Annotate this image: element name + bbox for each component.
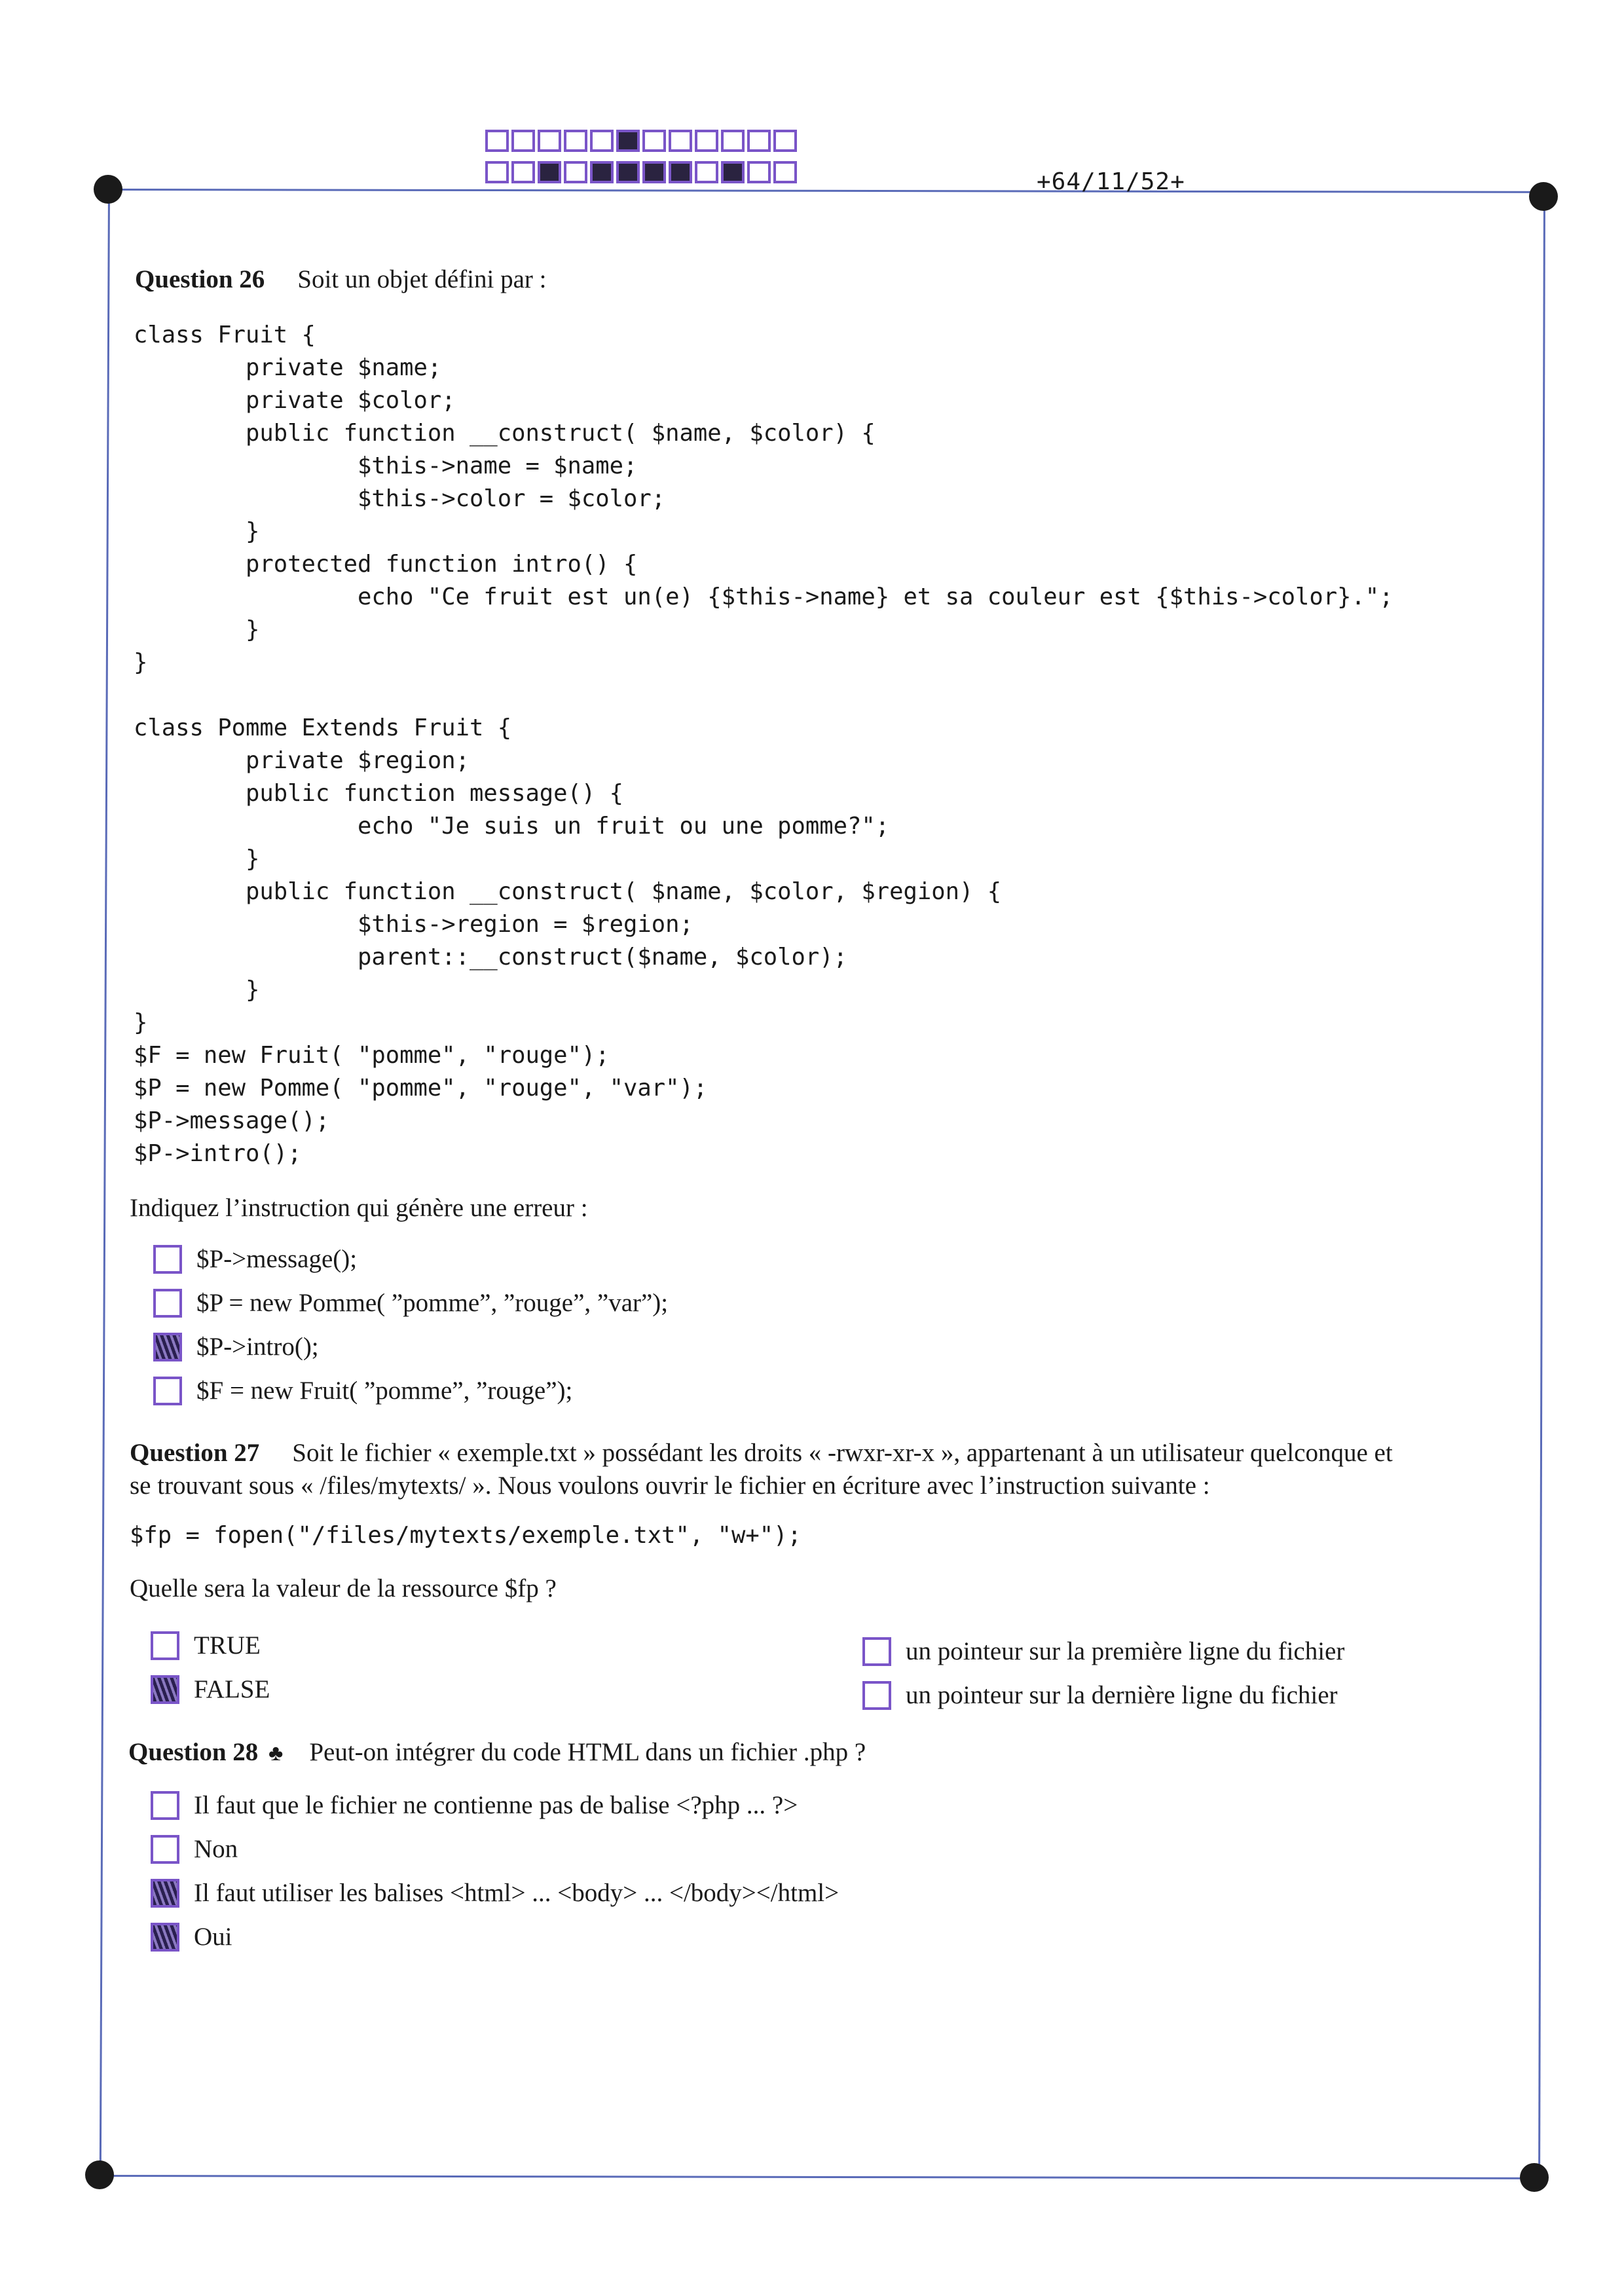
question-title: Question 26 [135, 265, 265, 293]
checkbox[interactable] [862, 1637, 891, 1666]
answer-choice[interactable] [153, 1376, 572, 1405]
question-prompt: Peut-on intégrer du code HTML dans un fichier .php ? [309, 1738, 866, 1766]
frame-right [1538, 191, 1545, 2177]
barcode-cell [747, 130, 771, 152]
frame-bottom [100, 2175, 1538, 2179]
answer-choice[interactable] [153, 1244, 357, 1274]
code-listing: class Fruit { private $name; private $color; public function __construct( $name, $color) { $this->name = $name; $this->color = $color; } protected function intro() { echo "Ce fruit est un(e) {$this->name} et sa couleur est {$this->color}."; } } class Pomme Extends Fruit { private $region; public function message() { echo "Je suis un fruit ou une pomme?"; } public function __construct( $name, $color, $region) { $this->region = $region; parent::__construct($name, $color); } } $F = new Fruit( "pomme", "rouge"); $P = new Pomme( "pomme", "rouge", "var"); $P->message(); $P->intro(); [134, 322, 1393, 1167]
barcode-cell [616, 130, 640, 152]
page-id: +64/11/52+ [1037, 168, 1185, 195]
registration-mark [85, 2160, 114, 2189]
barcode-row [485, 161, 800, 183]
checkbox[interactable] [153, 1245, 182, 1274]
question-title: Question 27 [130, 1439, 260, 1467]
barcode-cell [564, 161, 587, 183]
choice-label: Il faut que le fichier ne contienne pas de balise <?php ... ?> [194, 1791, 798, 1819]
checkbox[interactable] [151, 1675, 179, 1704]
answer-choice[interactable] [151, 1922, 232, 1952]
registration-mark [1529, 182, 1558, 211]
choice-label: $P = new Pomme( ”pomme”, ”rouge”, ”var”); [196, 1289, 669, 1317]
question-27-heading [130, 1438, 1393, 1469]
barcode-cell [590, 130, 614, 152]
checkbox[interactable] [862, 1681, 891, 1710]
choice-label: un pointeur sur la première ligne du fichier [906, 1637, 1345, 1665]
answer-choice[interactable] [862, 1680, 1338, 1710]
barcode-cell [616, 161, 640, 183]
answer-choice[interactable] [151, 1878, 839, 1908]
answer-choice[interactable] [151, 1631, 261, 1660]
barcode-cell [721, 130, 745, 152]
checkbox[interactable] [153, 1377, 182, 1405]
registration-mark [1520, 2163, 1549, 2192]
barcode-cell [773, 130, 797, 152]
choice-label: $P->message(); [196, 1245, 358, 1273]
barcode-cell [695, 161, 718, 183]
barcode-cell [721, 161, 745, 183]
checkbox[interactable] [151, 1879, 179, 1908]
frame-left [100, 190, 110, 2176]
barcode-cell [669, 130, 692, 152]
barcode-cell [669, 161, 692, 183]
code-line: $fp = fopen("/files/mytexts/exemple.txt", "w+"); [130, 1522, 802, 1549]
choice-label: $P->intro(); [196, 1333, 319, 1361]
checkbox[interactable] [151, 1631, 179, 1660]
barcode-cell [511, 161, 535, 183]
answer-choice[interactable] [151, 1790, 798, 1820]
question-28-heading [128, 1737, 866, 1768]
checkbox[interactable] [151, 1835, 179, 1864]
checkbox[interactable] [151, 1923, 179, 1952]
choice-label: Il faut utiliser les balises <html> ... <body> ... </body></html> [194, 1879, 840, 1907]
checkbox[interactable] [151, 1791, 179, 1820]
barcode-row [485, 130, 800, 152]
barcode-cell [590, 161, 614, 183]
answer-choice[interactable] [862, 1637, 1344, 1666]
barcode-cell [538, 161, 561, 183]
choice-label: TRUE [194, 1631, 261, 1659]
choice-label: Oui [194, 1923, 232, 1951]
answer-choice[interactable] [153, 1332, 319, 1361]
club-icon: ♣ [268, 1741, 284, 1766]
choice-label: Non [194, 1835, 238, 1863]
question-text: Quelle sera la valeur de la ressource $fp ? [130, 1574, 557, 1602]
barcode-cell [485, 130, 509, 152]
question-26-heading [135, 265, 546, 295]
choice-label: $F = new Fruit( ”pomme”, ”rouge”); [196, 1377, 573, 1405]
barcode-cell [642, 130, 666, 152]
barcode-cell [747, 161, 771, 183]
barcode-cell [642, 161, 666, 183]
question-prompt-continued: se trouvant sous « /files/mytexts/ ». Nous voulons ouvrir le fichier en écriture avec l’instruction suivante : [130, 1472, 1210, 1500]
barcode-cell [564, 130, 587, 152]
barcode-cell [538, 130, 561, 152]
choice-label: FALSE [194, 1675, 270, 1703]
question-title: Question 28 ♣ [128, 1738, 284, 1766]
question-prompt: Soit un objet défini par : [297, 265, 547, 293]
checkbox[interactable] [153, 1333, 182, 1361]
question-prompt: Soit le fichier « exemple.txt » possédant les droits « -rwxr-xr-x », appartenant à un utilisateur quelconque et [292, 1439, 1393, 1467]
registration-mark [94, 175, 122, 204]
barcode-cell [773, 161, 797, 183]
answer-choice[interactable] [153, 1288, 668, 1318]
checkbox[interactable] [153, 1289, 182, 1318]
barcode-cell [485, 161, 509, 183]
barcode-cell [695, 130, 718, 152]
frame-top [108, 189, 1543, 193]
barcode-cell [511, 130, 535, 152]
question-instruction: Indiquez l’instruction qui génère une erreur : [130, 1194, 588, 1222]
answer-choice[interactable] [151, 1834, 238, 1864]
answer-choice[interactable] [151, 1675, 270, 1704]
choice-label: un pointeur sur la dernière ligne du fichier [906, 1681, 1338, 1709]
